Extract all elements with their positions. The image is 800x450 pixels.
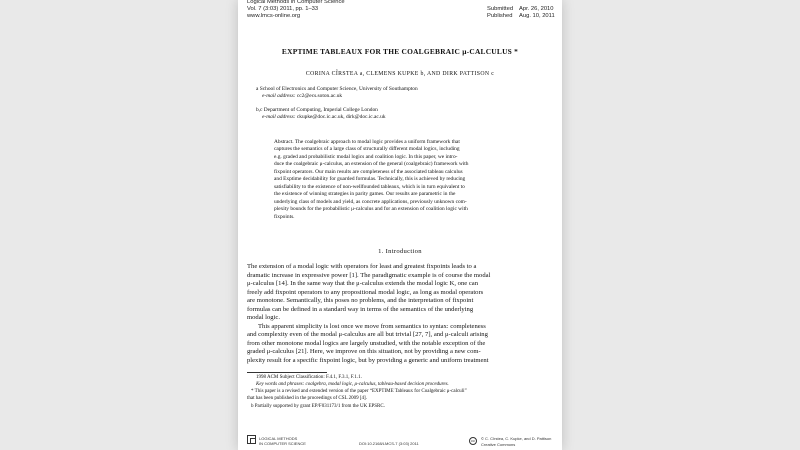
logo-text-line1: LOGICAL METHODS bbox=[259, 436, 298, 441]
body-line: dramatic increase in expressive power [1]. The paradigmatic example is of course the modal bbox=[247, 271, 491, 279]
abstract-line: plexity bounds for the probabilistic μ-calculus and for an extension of coalition logic with bbox=[274, 206, 468, 213]
paper-authors: CORINA CÎRSTEA a, CLEMENS KUPKE b, AND DIRK PATTISON c bbox=[305, 71, 495, 77]
submitted-date: Apr. 26, 2010 bbox=[519, 6, 554, 12]
doi: DOI:10.2168/LMCS-7 (3:03) 2011 bbox=[359, 441, 419, 446]
body-line: The extension of a modal logic with operators for least and greatest fixpoints leads to a bbox=[247, 263, 477, 270]
footnote-line: 1998 ACM Subject Classification: F.4.1, F.3.1, F.1.1. bbox=[256, 375, 362, 380]
body-text bbox=[247, 263, 490, 366]
abstract-line: e.g. graded and probabilistic modal logics and coalition logic. In this paper, we intro- bbox=[274, 153, 458, 160]
creative-commons-icon: cc bbox=[471, 438, 475, 443]
abstract-line: Abstract. The coalgebraic approach to modal logic provides a uniform framework that bbox=[274, 139, 460, 145]
abstract-line: and Exptime decidability for guarded formulas. Technically, this is achieved by reducing bbox=[274, 176, 466, 183]
email-label: e-mail address: bbox=[262, 114, 296, 120]
published-date: Aug. 10, 2011 bbox=[519, 13, 555, 19]
footnote-line: * This paper is a revised and extended version of the paper “EXPTIME Tableaux for Coalgebraic μ-calculi” bbox=[251, 389, 467, 394]
body-line: This apparent simplicity is lost once we move from semantics to syntax: completeness bbox=[258, 322, 486, 330]
email-value: cc2@ecs.soton.ac.uk bbox=[296, 93, 343, 99]
copyright-line1: © C. Cîrstea, C. Kupke, and D. Pattison bbox=[481, 436, 552, 441]
affiliation-bc-email bbox=[262, 114, 386, 121]
abstract-line: satisfiability to the existence of non-wellfounded tableaux, which is in turn equivalent to bbox=[274, 183, 465, 190]
abstract-line: duce the coalgebraic μ-calculus, an extension of the general (coalgebraic) framework with bbox=[274, 161, 469, 168]
paper-page bbox=[238, 0, 562, 450]
body-line: from other monotone modal logics are largely unstudied, with the notable exception of the bbox=[247, 339, 486, 347]
section-heading: 1. Introduction bbox=[378, 248, 422, 255]
footnote-rule bbox=[247, 372, 327, 373]
body-line: formulas can be defined in a standard way in terms of the semantics of the underlying bbox=[247, 305, 474, 313]
body-line: graded μ-calculus [21]. Here, we improve on this situation, not by providing a new com- bbox=[247, 348, 481, 356]
submitted-label: Submitted bbox=[487, 6, 514, 12]
lmcs-logo bbox=[247, 435, 256, 444]
body-line: modal logic. bbox=[247, 314, 280, 322]
body-line: plexity result for a specific fixpoint logic, but by providing a generic and uniform treatment bbox=[247, 357, 489, 365]
body-line: are monotone. Semantically, this poses no problems, and the interpretation of fixpoint bbox=[247, 297, 474, 305]
journal-url: www.lmcs-online.org bbox=[247, 13, 301, 19]
published-label: Published bbox=[487, 13, 513, 19]
affiliation-a-email bbox=[262, 93, 342, 100]
abstract-block bbox=[274, 139, 468, 221]
email-label: e-mail address: bbox=[262, 93, 296, 99]
paper-title: EXPTIME TABLEAUX FOR THE COALGEBRAIC μ-CALCULUS * bbox=[281, 47, 519, 56]
abstract-line: fixpoint operators. Our main results are completeness of the associated tableau calculus bbox=[274, 168, 463, 175]
body-line: and complexity even of the modal μ-calculus are all but trivial [27, 7], and μ-calculi arising bbox=[247, 331, 488, 339]
logo-text-line2: IN COMPUTER SCIENCE bbox=[259, 441, 306, 446]
footnote-line: b Partially supported by grant EP/F031173/1 from the UK EPSRC. bbox=[251, 404, 385, 409]
footnote-line: Key words and phrases: coalgebra, modal logic, μ-calculus, tableau-based decision procedures. bbox=[256, 382, 449, 387]
body-line: freely add fixpoint operators to any propositional modal logic, as long as modal operators bbox=[247, 288, 484, 296]
journal-volume: Vol. 7 (3:03) 2011, pp. 1–33 bbox=[247, 6, 319, 12]
abstract-line: fixpoints. bbox=[274, 213, 295, 220]
footnote-line: that has been published in the proceedings of CSL 2009 [4]. bbox=[247, 396, 367, 401]
affiliation-a: a School of Electronics and Computer Science, University of Southampton bbox=[256, 86, 418, 92]
abstract-line: underlying class of models and yield, as concrete applications, previously unknown com- bbox=[274, 198, 467, 205]
abstract-line: the existence of winning strategies in parity games. Our results are parametric in the bbox=[274, 191, 456, 198]
email-value: ckupke@doc.ic.ac.uk, dirk@doc.ic.ac.uk bbox=[296, 114, 386, 120]
journal-name: Logical Methods in Computer Science bbox=[247, 0, 345, 5]
abstract-line: captures the semantics of a large class of structurally different modal logics, including bbox=[274, 146, 460, 153]
affiliation-bc: b,c Department of Computing, Imperial College London bbox=[256, 107, 378, 113]
copyright-line2: Creative Commons bbox=[481, 442, 516, 447]
body-line: μ-calculus [14]. In the same way that the μ-calculus extends the modal logic K, one can bbox=[247, 280, 478, 288]
